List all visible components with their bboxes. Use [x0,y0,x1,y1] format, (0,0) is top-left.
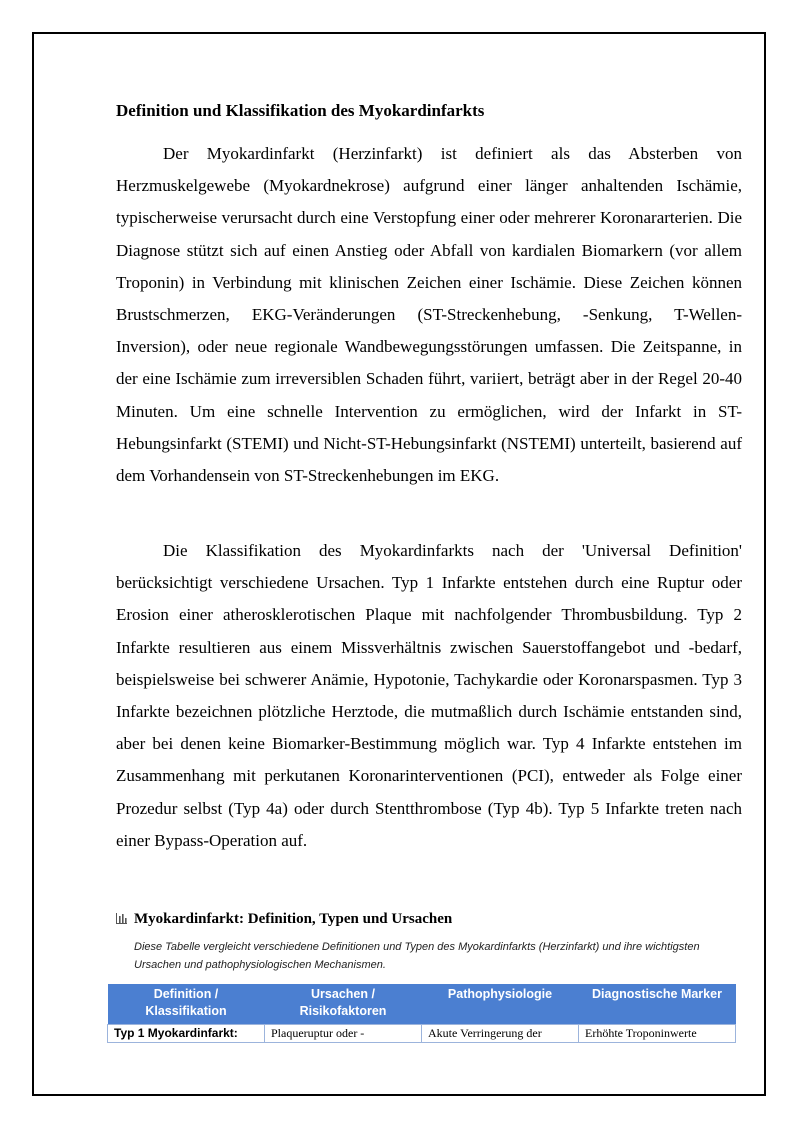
table-cell: Erhöhte Troponinwerte [579,1025,736,1043]
section-heading: Definition und Klassifikation des Myokardinfarkts [116,101,485,120]
table-title-text: Myokardinfarkt: Definition, Typen und Ursachen [134,911,453,927]
table-cell: Plaqueruptur oder - [265,1025,422,1043]
table-row [108,1025,736,1043]
paragraph-definition: Der Myokardinfarkt (Herzinfarkt) ist definiert als das Absterben von Herzmuskelgewebe (Myokardnekrose) aufgrund einer länger anhaltenden Ischämie, typischerweise verursacht durch eine Verstopfung einer oder mehrerer Koronararterien. Die Diagnose stützt sich auf einen Anstieg oder Abfall von kardialen Biomarkern (vor allem Troponin) in Verbindung mit klinischen Zeichen einer Ischämie. Diese Zeichen können Brustschmerzen, EKG-Veränderungen (ST-Streckenhebung, -Senkung, T-Wellen-Inversion), oder neue regionale Wandbewegungsstörungen umfassen. Die Zeitspanne, in der eine Ischämie zum irreversiblen Schaden führt, variiert, beträgt aber in der Regel 20-40 Minuten. Um eine schnelle Intervention zu ermöglichen, wird der Infarkt in ST-Hebungsinfarkt (STEMI) und Nicht-ST-Hebungsinfarkt (NSTEMI) unterteilt, basierend auf dem Vorhandensein von ST-Streckenhebungen im EKG. [116,144,742,486]
bar-chart-icon [116,912,127,926]
column-header: Definition / Klassifikation [108,984,265,1025]
table-title [116,911,452,928]
column-header: Diagnostische Marker [579,984,736,1025]
table-cell: Typ 1 Myokardinfarkt: [108,1025,265,1043]
data-table [107,984,736,1043]
column-header: Ursachen / Risikofaktoren [265,984,422,1025]
table-header-row [108,984,736,1025]
column-header: Pathophysiologie [422,984,579,1025]
table-cell: Akute Verringerung der [422,1025,579,1043]
table-description: Diese Tabelle vergleicht verschiedene Definitionen und Typen des Myokardinfarkts (Herzinfarkt) und ihre wichtigsten Ursachen und pathophysiologischen Mechanismen. [134,941,700,971]
paragraph-classification: Die Klassifikation des Myokardinfarkts nach der 'Universal Definition' berücksichtigt verschiedene Ursachen. Typ 1 Infarkte entstehen durch eine Ruptur oder Erosion einer atherosklerotischen Plaque mit nachfolgender Thrombusbildung. Typ 2 Infarkte resultieren aus einem Missverhältnis zwischen Sauerstoffangebot und -bedarf, beispielsweise bei schwerer Anämie, Hypotonie, Tachykardie oder Koronarspasmen. Typ 3 Infarkte bezeichnen plötzliche Herztode, die mutmaßlich durch Ischämie entstanden sind, aber bei denen keine Biomarker-Bestimmung möglich war. Typ 4 Infarkte entstehen im Zusammenhang mit perkutanen Koronarinterventionen (PCI), entweder als Folge einer Prozedur selbst (Typ 4a) oder durch Stentthrombose (Typ 4b). Typ 5 Infarkte treten nach einer Bypass-Operation auf. [116,541,742,850]
